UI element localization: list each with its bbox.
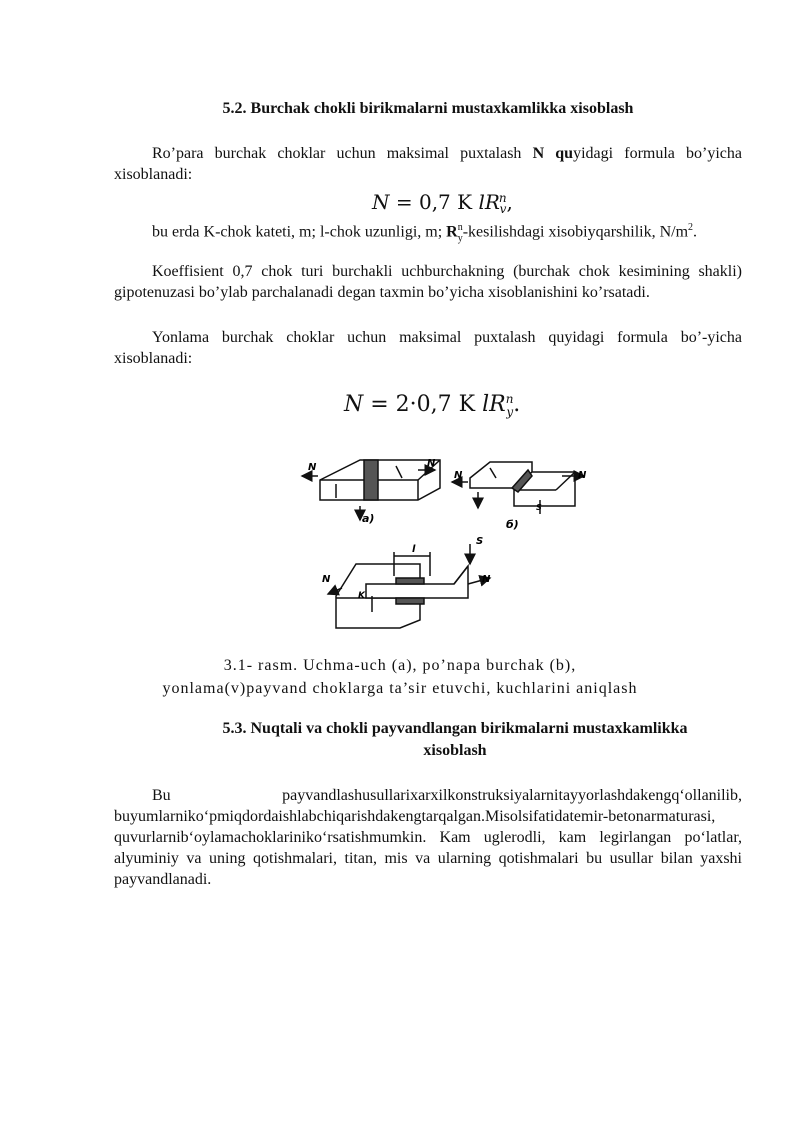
label-k-v: K: [358, 591, 365, 601]
caption-line-1: 3.1- rasm. Uchma-uch (a), po’napa burchak (b),: [223, 657, 577, 674]
label-s-v: S: [476, 536, 484, 547]
lap-joint-drawing: [452, 462, 584, 514]
section-heading-5-2: 5.2. Burchak chokli birikmalarni mustaxkamlikka xisoblash: [222, 100, 634, 117]
label-n-b-right: N: [578, 470, 587, 481]
label-n-b-left: N: [454, 470, 463, 481]
formula-butt-weld: N = 0,7 K $lR^n_v$,: [372, 190, 513, 216]
butt-joint-drawing: [302, 460, 440, 520]
paragraph-spot-welding: Bu payvandlashusullarixarxilkonstruksiyalarnitayyorlashdakengq‘ollanilib, buyumlarniko‘pmiqdordaishlabchiqarishdakengtarqalgan.Misolsifatidatemir-betonarmaturasi, quvurlarnib‘oylamachoklariniko‘rsatishmumkin. Kam uglerodli, kam legirlangan po‘latlar, alyuminiy va uning qotishmalari, titan, mis va ularning qotishmalari bu usullar bilan yaxshi payvandlanadi.: [114, 787, 742, 888]
caption-line-2: yonlama(v)payvand choklarga ta’sir etuvchi, kuchlarini aniqlash: [162, 680, 638, 697]
side-weld-joint-drawing: [328, 544, 490, 628]
weld-joints-figure: [300, 448, 600, 638]
label-a: a): [362, 512, 375, 525]
label-n-v-right: N: [482, 574, 491, 585]
figure-caption: [100, 654, 700, 700]
label-n-a-right: N: [427, 458, 436, 469]
paragraph-intro: Ro’para burchak choklar uchun maksimal puxtalash N quyidagi formula bo’yicha xisoblanadi:: [114, 145, 743, 183]
label-n-a-left: N: [308, 462, 317, 473]
paragraph-coefficient: Koeffisient 0,7 chok turi burchakli uchburchakning (burchak chok kesimining shakli) gipotenuzasi bo’ylab parchalanadi degan taxmin bo’yicha xisoblanishini ko’rsatadi.: [114, 263, 742, 301]
label-l-v: l: [412, 544, 416, 555]
label-n-v-left: N: [322, 574, 331, 585]
section-heading-5-3: 5.3. Nuqtali va chokli payvandlangan birikmalarni mustaxkamlikka xisoblash: [222, 720, 688, 759]
paragraph-definitions: bu erda K-chok kateti, m; l-chok uzunligi, m; $R^n_y$-kesilishdagi xisobiyqarshilik, $N/m^2$.: [152, 222, 698, 244]
label-b: б): [506, 518, 519, 531]
label-s-b: S: [536, 503, 542, 512]
formula-side-weld: N = 2·0,7 K $lR^n_y$.: [344, 392, 521, 419]
paragraph-side-weld: Yonlama burchak choklar uchun maksimal puxtalash quyidagi formula bo’-yicha xisoblanadi:: [114, 329, 742, 367]
